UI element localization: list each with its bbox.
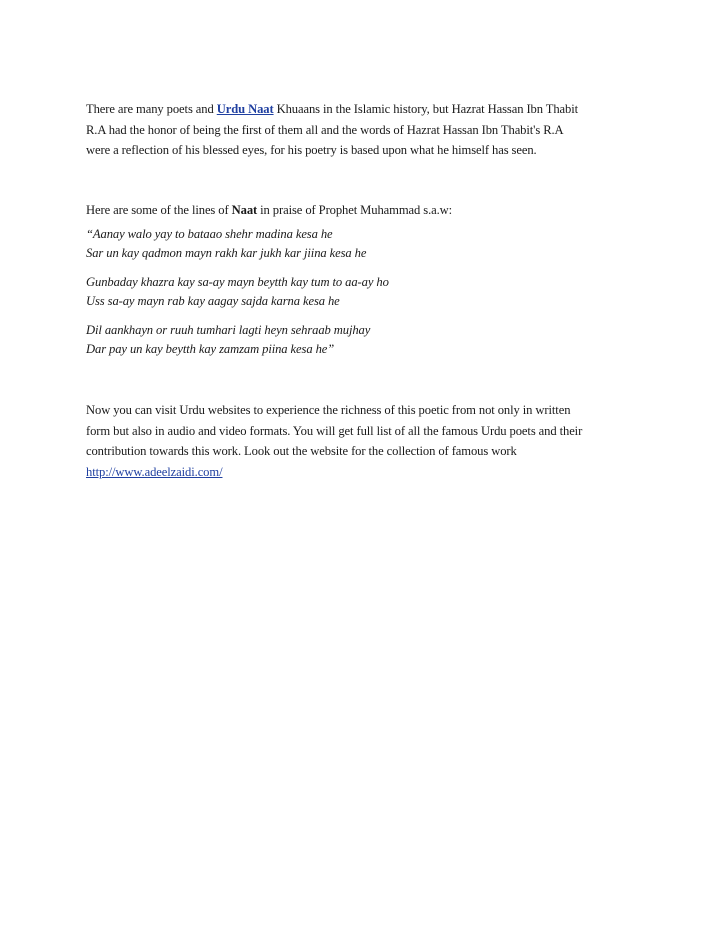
verse-stanza-2 — [86, 273, 656, 311]
intro-text-after-link: Khuaans in the Islamic history, but Hazrat Hassan Ibn Thabit — [273, 102, 579, 116]
closing-url-line — [86, 462, 656, 483]
verse-line: Dar pay un kay beytth kay zamzam piina kesa he” — [86, 342, 335, 356]
verse-line: Dil aankhayn or ruuh tumhari lagti heyn sehraab mujhay — [86, 323, 371, 337]
urdu-naat-link[interactable]: Urdu Naat — [216, 102, 274, 116]
verse-line: Sar un kay qadmon mayn rakh kar jukh kar jiina kesa he — [86, 246, 367, 260]
lines-intro-paragraph — [86, 200, 656, 221]
verse-line: Gunbaday khazra kay sa-ay mayn beytth kay tum to aa-ay ho — [86, 275, 389, 289]
verse-line: “Aanay walo yay to bataao shehr madina kesa he — [86, 227, 333, 241]
closing-paragraph — [86, 400, 656, 482]
verse-line: Uss sa-ay mayn rab kay aagay sajda karna kesa he — [86, 294, 340, 308]
website-link[interactable]: http://www.adeelzaidi.com/ — [86, 464, 223, 479]
intro-line-2: R.A had the honor of being the first of them all and the words of Hazrat Hassan Ibn Thabit's R.A — [86, 122, 564, 137]
lines-intro-after: in praise of Prophet Muhammad s.a.w: — [257, 203, 453, 217]
verse-stanza-1 — [86, 225, 656, 263]
closing-line-2: form but also in audio and video formats. You will get full list of all the famous Urdu poets and their — [86, 423, 583, 438]
closing-line-3: contribution towards this work. Look out the website for the collection of famous work — [86, 444, 517, 458]
intro-line-1 — [86, 99, 656, 120]
lines-intro-before: Here are some of the lines of — [86, 203, 232, 217]
intro-paragraph — [86, 99, 656, 161]
intro-line-3: were a reflection of his blessed eyes, for his poetry is based upon what he himself has seen. — [86, 143, 537, 157]
lines-intro-line — [86, 200, 656, 221]
closing-line-1: Now you can visit Urdu websites to experience the richness of this poetic from not only in written — [86, 403, 571, 417]
intro-text-before-link: There are many poets and — [86, 102, 217, 116]
verse-stanza-3 — [86, 321, 656, 359]
naat-bold-word: Naat — [231, 203, 258, 217]
